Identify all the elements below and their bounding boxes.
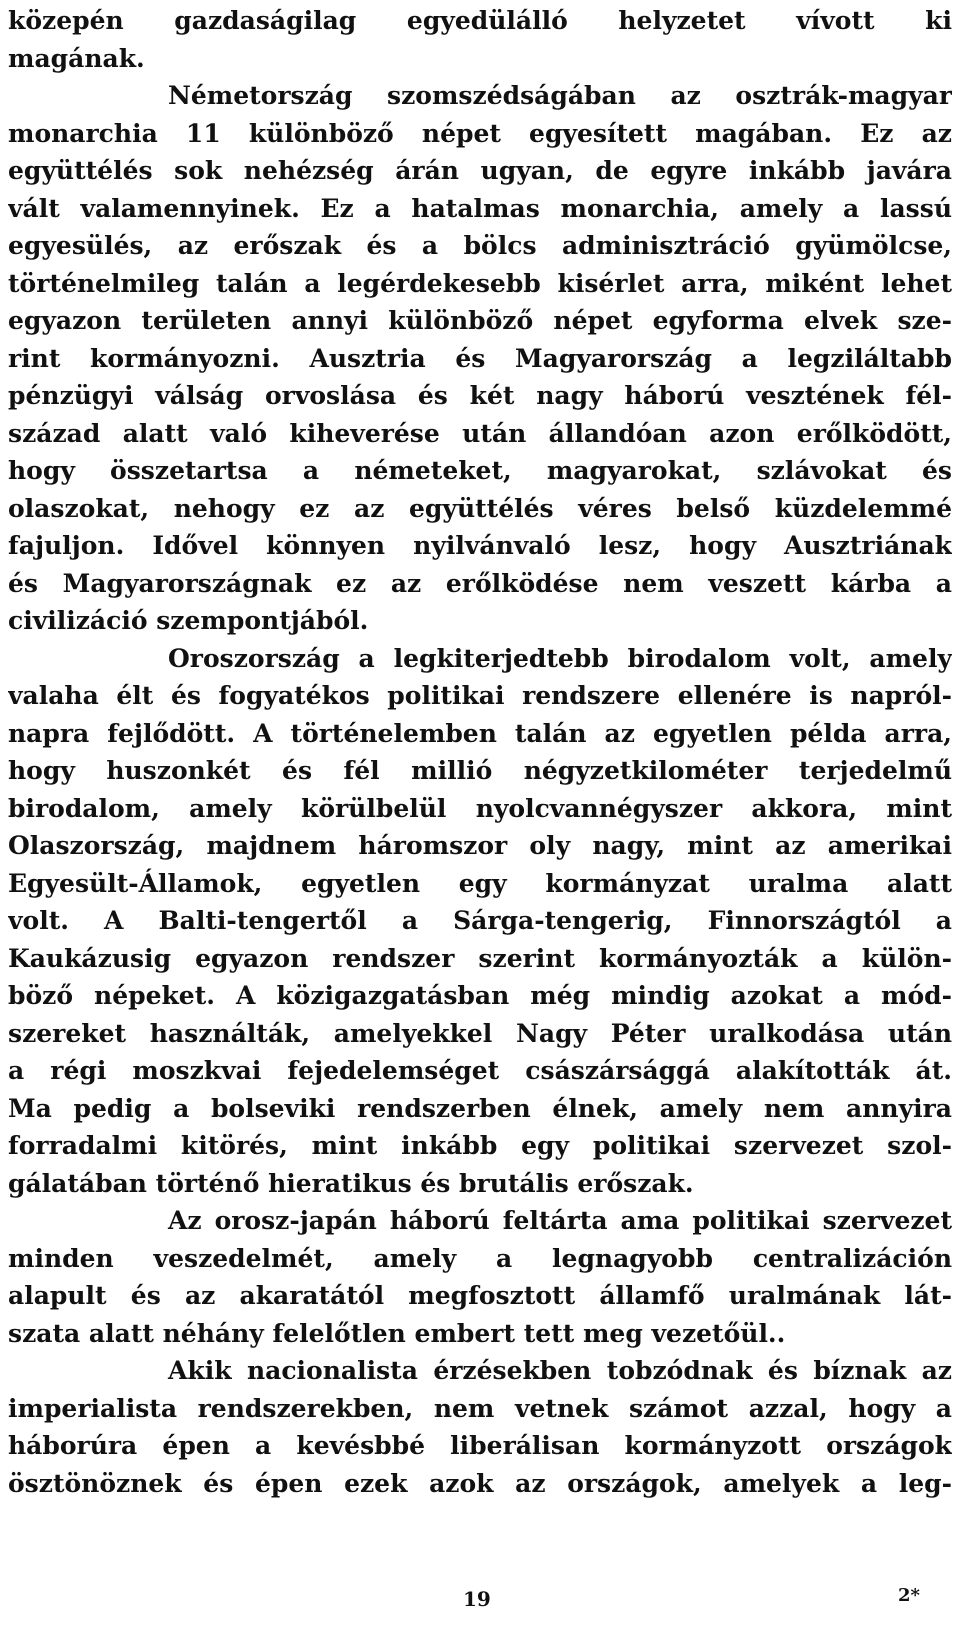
body-text [8,2,952,1502]
text-line: ösztönöznek és épen ezek azok az országok, amelyek a leg- [8,1468,952,1498]
text-line: napra fejlődött. A történelemben talán az egyetlen példa arra, [8,718,952,748]
text-line: valaha élt és fogyatékos politikai rendszere ellenére is napról- [8,681,952,710]
text-line: monarchia 11 különböző népet egyesített magában. Ez az [8,118,952,148]
text-line: Kaukázusig egyazon rendszer szerint kormányozták a külön- [8,943,952,973]
text-line: szereket használták, amelyekkel Nagy Péter uralkodása után [8,1018,952,1048]
text-line: közepén gazdaságilag egyedülálló helyzetet vívott ki [8,6,952,35]
text-line: hogy összetartsa a németeket, magyarokat, szlávokat és [8,456,952,485]
text-line: rint kormányozni. Ausztria és Magyarország a legziláltabb [8,343,952,373]
text-line: volt. A Balti-tengertől a Sárga-tengerig, Finnországtól a [8,906,952,935]
text-line: háborúra épen a kevésbbé liberálisan kormányzott országok [8,1431,952,1460]
text-line: vált valamennyinek. Ez a hatalmas monarchia, amely a lassú [8,193,952,223]
text-line: Németország szomszédságában az osztrák-magyar [168,81,952,110]
text-line: imperialista rendszerekben, nem vetnek számot azzal, hogy a [8,1393,952,1423]
text-line: század alatt való kiheverése után állandóan azon erőlködött, [8,418,952,448]
text-line: Oroszország a legkiterjedtebb birodalom volt, amely [168,643,952,673]
text-line: olaszokat, nehogy ez az együttélés véres belső küzdelemmé [8,493,952,523]
text-line: egyesülés, az erőszak és a bölcs adminisztráció gyümölcse, [8,231,952,260]
text-line: Egyesült-Államok, egyetlen egy kormányzat uralma alatt [8,868,952,898]
text-line: gálatában történő hieratikus és brutális erőszak. [8,1168,694,1198]
text-line: pénzügyi válság orvoslása és két nagy háború vesztének fél- [8,381,952,410]
text-line: Az orosz-japán háború feltárta ama politikai szervezet [168,1206,952,1235]
text-line: és Magyarországnak ez az erőlködése nem veszett kárba a [8,568,952,598]
text-line: böző népeket. A közigazgatásban még mindig azokat a mód- [8,981,952,1010]
text-line: alapult és az akaratától megfosztott államfő uralmának lát- [8,1281,952,1310]
text-line: magának. [8,43,145,73]
text-line: szata alatt néhány felelőtlen embert tett meg vezetőül.. [8,1318,786,1348]
text-line: birodalom, amely körülbelül nyolcvannégyszer akkora, mint [8,793,952,823]
printer-signature-mark: 2* [898,1585,920,1606]
text-line: egyazon területen annyi különböző népet egyforma elvek sze- [8,306,952,335]
text-line: a régi moszkvai fejedelemséget császársággá alakították át. [8,1056,952,1085]
text-line: hogy huszonkét és fél millió négyzetkilométer terjedelmű [8,756,952,785]
text-line: minden veszedelmét, amely a legnagyobb centralizáción [8,1243,952,1273]
text-line: civilizáció szempontjából. [8,606,369,635]
text-line: Olaszország, majdnem háromszor oly nagy, mint az amerikai [8,831,952,860]
text-line: történelmileg talán a legérdekesebb kisérlet arra, miként lehet [8,268,952,298]
book-page [8,0,952,1651]
text-line: Akik nacionalista érzésekben tobzódnak és bíznak az [168,1356,952,1385]
page-number: 19 [463,1587,491,1611]
text-line: fajuljon. Idővel könnyen nyilvánvaló lesz, hogy Ausztriának [8,531,952,560]
text-line: forradalmi kitörés, mint inkább egy politikai szervezet szol- [8,1131,952,1160]
text-line: együttélés sok nehézség árán ugyan, de egyre inkább javára [8,156,952,185]
text-line: Ma pedig a bolseviki rendszerben élnek, amely nem annyira [8,1093,952,1123]
